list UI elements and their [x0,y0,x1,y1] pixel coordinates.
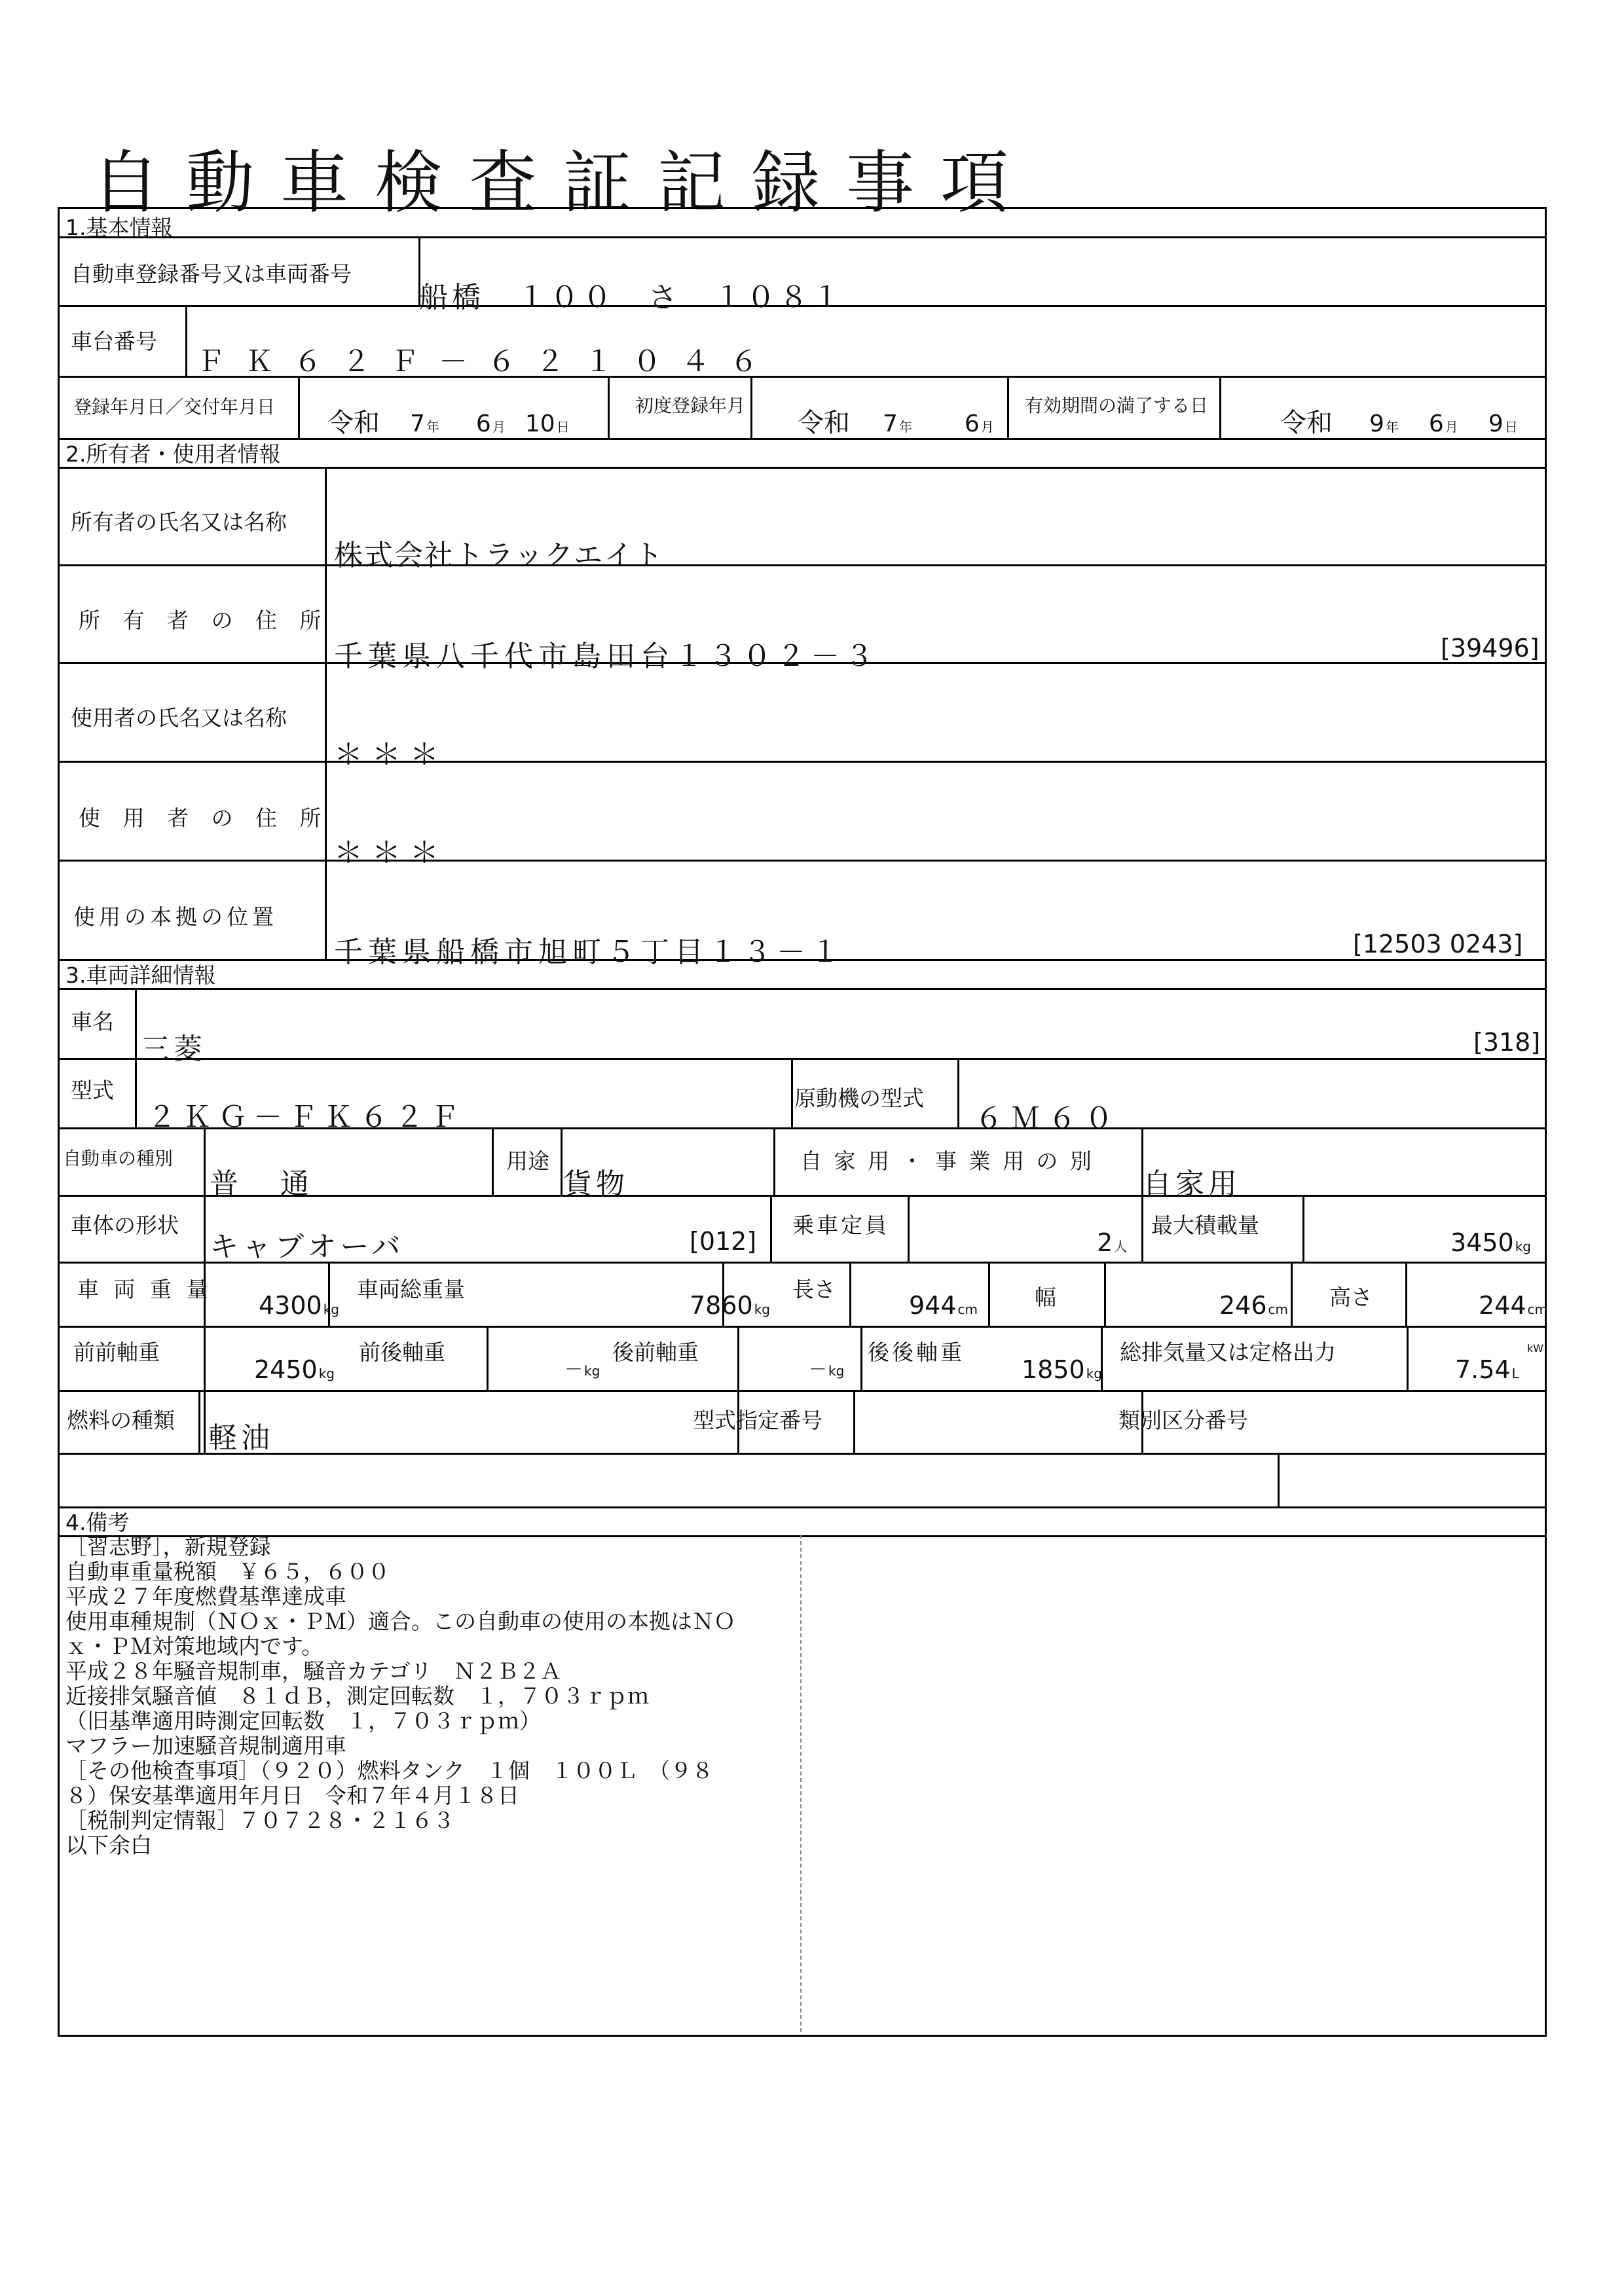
divider [1007,376,1009,438]
divider [1141,1195,1143,1262]
private-business-value: 自家用 [1143,1167,1241,1201]
car-name-label: 車名 [71,1009,114,1034]
displacement-unit-kw: kW [1527,1342,1544,1355]
divider [1302,1195,1304,1262]
remark-line: （旧基準適用時測定回転数 １，７０３ｒｐｍ） [65,1708,541,1734]
body-shape-code: [012] [690,1227,757,1256]
capacity-value: 2 人 [1097,1228,1128,1257]
divider [60,1453,1545,1455]
divider [60,761,1545,763]
divider [860,1326,862,1390]
remark-line: 以下余白 [65,1832,152,1858]
fuel-type-value: 軽油 [208,1421,274,1455]
private-business-label: 自 家 用 ・ 事 業 用 の 別 [800,1148,1094,1174]
use-value: 貨物 [563,1167,629,1201]
section-remarks: 4.備考 [65,1510,130,1535]
front-rear-axle-label: 前後軸重 [359,1339,445,1365]
rear-rear-axle-label: 後後軸重 [868,1339,965,1365]
divider [853,1390,855,1453]
user-address-label: 使 用 者 の 住 所 [79,805,329,831]
remark-line: ［税制判定情報］７０７２８・２１６３ [65,1808,454,1833]
height-label: 高さ [1329,1285,1373,1310]
use-label: 用途 [506,1148,549,1174]
first-registration-label: 初度登録年月 [635,395,746,416]
remark-line: 平成２８年騒音規制車，騒音カテゴリ Ｎ２Ｂ２Ａ [65,1658,562,1684]
model-value: ２ＫＧ－ＦＫ６２Ｆ [147,1101,466,1134]
model-label: 型式 [71,1078,114,1103]
displacement-value: 7.54 L [1455,1355,1519,1384]
registration-date-label: 登録年月日／交付年月日 [73,396,276,418]
rear-rear-axle-value: 1850 kg [1022,1355,1102,1384]
remark-line: 自動車重量税額 ￥６５，６００ [65,1559,390,1584]
divider [1405,1262,1407,1326]
owner-address-label: 所 有 者 の 住 所 [79,608,329,633]
section-owner-info: 2.所有者・使用者情報 [65,441,281,467]
owner-address-code: [39496] [1441,634,1540,663]
divider [1278,1453,1280,1506]
chassis-number-value: ＦＫ６２Ｆ－６２１０４６ [196,345,778,378]
section-basic-info: 1.基本情報 [65,215,173,240]
engine-model-label: 原動機の型式 [794,1085,924,1111]
body-shape-label: 車体の形状 [71,1212,179,1238]
divider [770,1195,772,1262]
divider [298,376,300,438]
divider [791,1058,793,1127]
divider [988,1262,990,1326]
displacement-label: 総排気量又は定格出力 [1120,1339,1336,1365]
divider [773,1127,775,1195]
divider [849,1262,851,1326]
body-shape-value: キャブオーバ [210,1230,405,1264]
owner-name-value: 株式会社トラックエイト [334,539,665,572]
divider [487,1326,489,1390]
engine-model-value: ６Ｍ６０ [974,1102,1121,1135]
classification-label: 類別区分番号 [1118,1408,1248,1433]
divider [1407,1326,1409,1390]
divider [1104,1262,1106,1326]
divider [737,1326,739,1390]
divider [60,1326,1545,1328]
remark-line: ８）保安基準適用年月日 令和７年４月１８日 [65,1783,519,1808]
remarks-column-divider [800,1535,802,2032]
user-address-value: ＊＊＊ [334,836,448,869]
remark-line: ｘ・ＰＭ対策地域内です。 [65,1633,323,1659]
section-vehicle-details: 3.車両詳細情報 [65,962,216,988]
gross-weight-value: 7860 kg [690,1291,770,1320]
base-location-label: 使用の本拠の位置 [73,904,278,930]
height-value: 244 cm [1479,1291,1548,1320]
length-label: 長さ [792,1277,836,1302]
vehicle-kind-label: 自動車の種別 [63,1148,174,1169]
owner-address-value: 千葉県八千代市島田台１３０２－３ [334,640,879,673]
divider [1219,376,1221,438]
expiry-date-value: 令和 9 年 6 月 9 日 [1280,408,1518,438]
width-label: 幅 [1035,1285,1056,1310]
remark-line: 使用車種規制（ＮＯｘ・ＰＭ）適合。この自動車の使用の本拠はＮＯ [65,1609,735,1634]
registration-number-label: 自動車登録番号又は車両番号 [71,261,352,287]
capacity-label: 乗車定員 [792,1212,889,1238]
divider [60,236,1545,238]
registration-date-value: 令和 7 年 6 月 10 日 [327,408,570,438]
divider [60,1390,1545,1392]
divider [60,1058,1545,1060]
gross-weight-label: 車両総重量 [357,1277,465,1302]
owner-name-label: 所有者の氏名又は名称 [71,509,287,535]
divider [185,305,187,376]
width-value: 246 cm [1219,1291,1289,1320]
registration-number-value: 船橋 １００ さ １０８１ [419,281,845,314]
divider [60,988,1545,990]
divider [60,564,1545,566]
divider [492,1127,494,1195]
page-title: 自動車検査証記録事項 [92,143,1035,223]
car-name-value: 三菱 [141,1032,206,1066]
rear-front-axle-value: － kg [809,1358,845,1380]
divider [908,1195,910,1262]
expiry-date-label: 有効期間の満了する日 [1025,395,1209,416]
remark-line: 平成２７年度燃費基準達成車 [65,1584,346,1609]
car-name-code: [318] [1473,1028,1541,1057]
divider [60,860,1545,862]
divider [325,467,327,959]
remark-line: マフラー加速騒音規制適用車 [65,1733,346,1758]
front-front-axle-label: 前前軸重 [73,1339,160,1365]
max-load-label: 最大積載量 [1151,1212,1259,1238]
divider [198,1390,200,1453]
divider [60,467,1545,469]
max-load-value: 3450 kg [1450,1228,1531,1257]
remark-line: ［その他検査事項］（９２０）燃料タンク １個 １００Ｌ （９８ [65,1758,714,1783]
type-designation-label: 型式指定番号 [693,1408,822,1433]
user-name-value: ＊＊＊ [334,738,448,771]
rear-front-axle-label: 後前軸重 [612,1339,699,1365]
user-name-label: 使用者の氏名又は名称 [71,705,287,731]
remark-line: 近接排気騒音値 ８１ｄＢ，測定回転数 １，７０３ｒｐｍ [65,1683,649,1709]
divider [750,376,752,438]
divider [608,376,610,438]
base-location-code: [12503 0243] [1353,930,1523,958]
remark-line: ［習志野］，新規登録 [65,1534,271,1559]
vehicle-weight-value: 4300 kg [259,1291,339,1320]
chassis-number-label: 車台番号 [71,329,157,354]
front-rear-axle-value: － kg [564,1358,600,1380]
divider [1291,1262,1293,1326]
first-registration-value: 令和 7 年 6 月 [798,408,994,438]
divider [561,1127,563,1195]
length-value: 944 cm [909,1291,978,1320]
front-front-axle-value: 2450 kg [254,1355,335,1384]
base-location-value: 千葉県船橋市旭町５丁目１３－１ [334,936,845,969]
divider [135,988,137,1129]
vehicle-weight-label: 車 両 重 量 [77,1277,212,1302]
divider [957,1058,959,1127]
remarks-list [65,1535,735,1858]
fuel-type-label: 燃料の種類 [67,1408,175,1433]
divider [60,1506,1545,1508]
vehicle-kind-value: 普 通 [210,1167,316,1201]
